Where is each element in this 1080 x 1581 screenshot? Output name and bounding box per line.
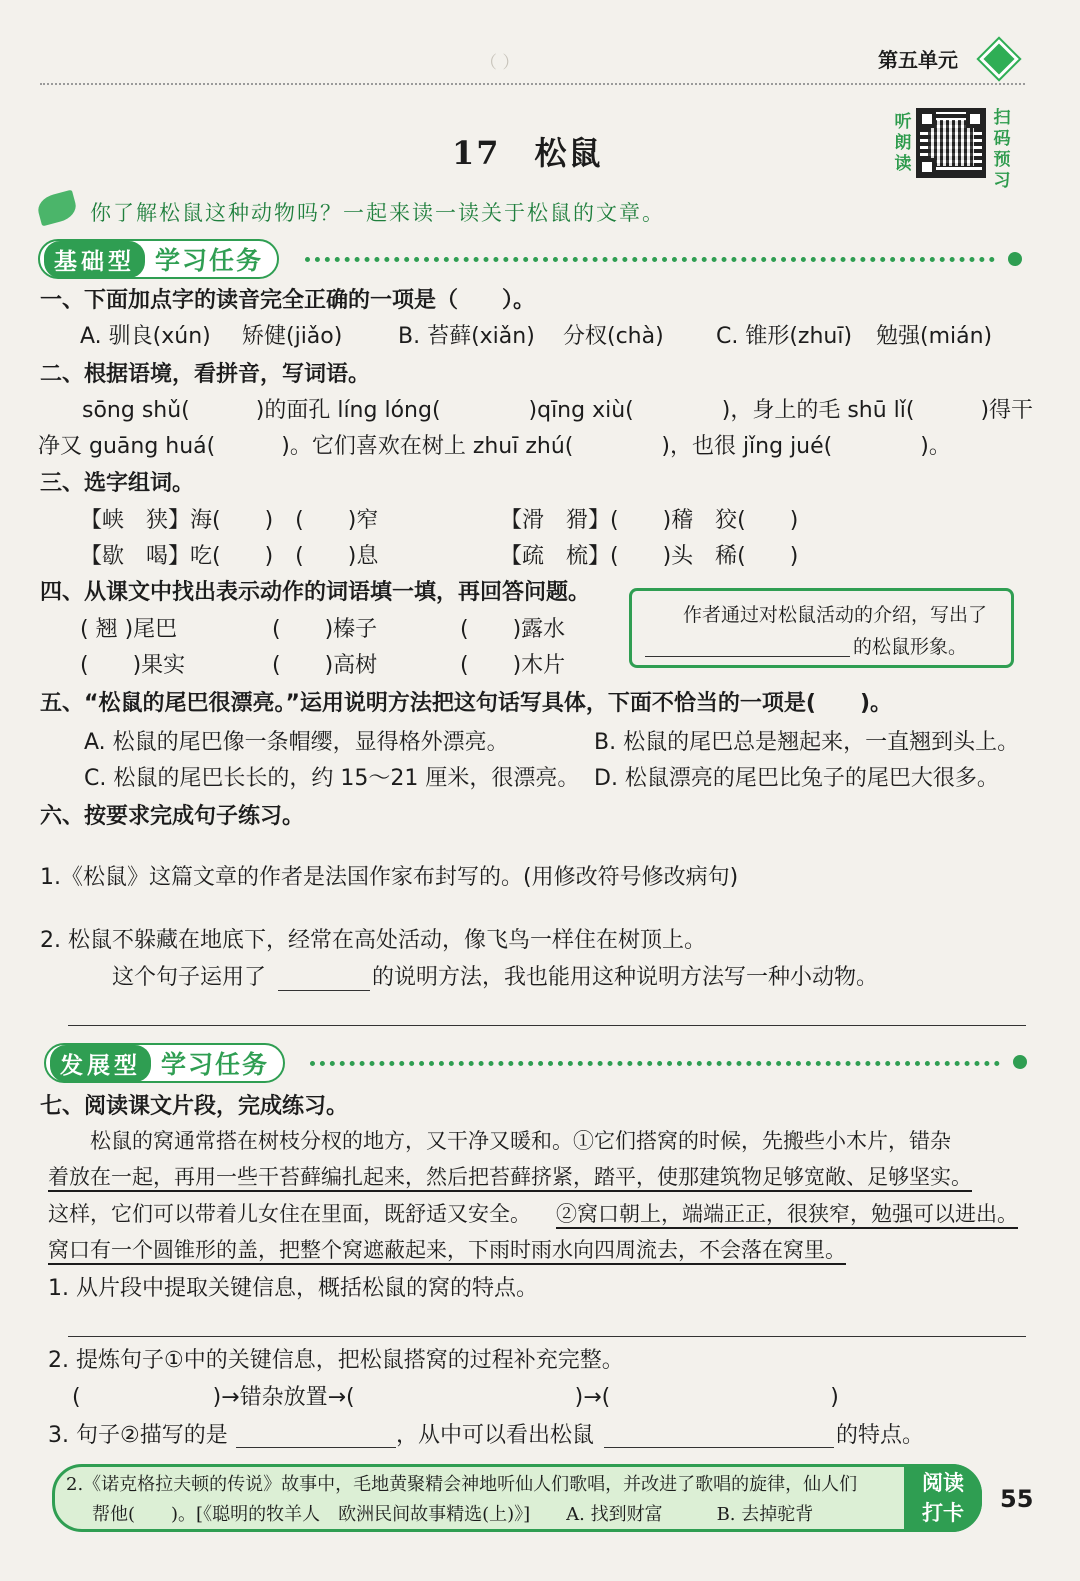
q2-stem: 二、根据语境，看拼音，写词语。 (40, 362, 371, 387)
q5-stem: 五、“松鼠的尾巴很漂亮。”运用说明方法把这句话写具体，下面不恰当的一项是( )。 (40, 691, 893, 716)
checkin-label-1: 阅读 (922, 1471, 964, 1495)
section-label: 学习任务 (161, 1050, 270, 1079)
q7-stem: 七、阅读课文片段，完成练习。 (40, 1094, 349, 1119)
qr-code-icon[interactable] (916, 108, 986, 178)
section-dotted-rule (305, 257, 995, 262)
q7-passage-line-3a: 这样，它们可以带着儿女住在里面，既舒适又安全。 (48, 1202, 531, 1226)
q5-option-a: A. 松鼠的尾巴像一条帽缨，显得格外漂亮。 (84, 730, 509, 755)
section-banner-advanced (44, 1043, 285, 1083)
q4-box-answer-line[interactable] (645, 656, 850, 657)
q6-s2-prefix: 这个句子运用了 (112, 965, 267, 990)
q7-s3-prefix: 3. 句子②描写的是 (48, 1423, 228, 1448)
q3-row1-right: 【滑 猾】( )稽 狡( ) (500, 508, 799, 533)
q6-s2-suffix: 的说明方法，我也能用这种说明方法写一种小动物。 (372, 965, 879, 990)
q6-answer-line[interactable] (68, 1025, 1026, 1026)
lesson-title: 17 松鼠 (452, 134, 603, 172)
diamond-icon (979, 39, 1019, 79)
q4-blank: ( 翘 )尾巴 (80, 617, 178, 642)
section-dotted-rule (310, 1061, 1000, 1066)
q7-passage-line-4: 窝口有一个圆锥形的盖，把整个窝遮蔽起来，下雨时雨水向四周流去，不会落在窝里。 (48, 1238, 846, 1262)
section-rule-end (1008, 252, 1022, 266)
footer-question-line-1: 2.《诺克格拉夫顿的传说》故事中，毛地黄聚精会神地听仙人们歌唱，并改进了歌唱的旋律，仙人们 (66, 1474, 858, 1495)
q5-option-d: D. 松鼠漂亮的尾巴比兔子的尾巴大很多。 (594, 766, 999, 791)
q3-row1-left: 【峡 狭】海( ) ( )窄 (80, 508, 379, 533)
q4-blank: ( )高树 (272, 653, 378, 678)
q7-s3-suffix: 的特点。 (836, 1423, 925, 1448)
q1-option-b1: B. 苔藓(xiǎn) (398, 324, 535, 349)
q1-stem: 一、下面加点字的读音完全正确的一项是（ ）。 (40, 288, 536, 313)
header-faint-text: （ ） (480, 53, 520, 73)
section-tag: 基础型 (44, 241, 145, 278)
page-number: 55 (1000, 1485, 1034, 1513)
q1-option-a1: A. 驯良(xún) (80, 324, 211, 349)
q7-subquestion-2: 2. 提炼句子①中的关键信息，把松鼠搭窝的过程补充完整。 (48, 1348, 624, 1373)
q6-sentence-1: 1.《松鼠》这篇文章的作者是法国作家布封写的。(用修改符号修改病句) (40, 865, 739, 890)
q6-s2-blank[interactable] (278, 990, 370, 991)
q7-subquestion-1: 1. 从片段中提取关键信息，概括松鼠的窝的特点。 (48, 1276, 538, 1301)
q7-passage-line-3b: ②窝口朝上，端端正正，很狭窄，勉强可以进出。 (556, 1202, 1018, 1226)
section-tag: 发展型 (50, 1045, 151, 1082)
q4-box-text-2: 的松鼠形象。 (853, 636, 968, 658)
q5-option-c: C. 松鼠的尾巴长长的，约 15～21 厘米，很漂亮。 (84, 766, 580, 791)
q7-passage-line-2: 着放在一起，再用一些干苔藓编扎起来，然后把苔藓挤紧，踏平，使那建筑物足够宽敞、足够坚实。 (48, 1165, 972, 1189)
header-divider (40, 83, 1025, 85)
intro-text: 你了解松鼠这种动物吗？一起来读一读关于松鼠的文章。 (90, 201, 665, 225)
q6-sentence-2: 2. 松鼠不躲藏在地底下，经常在高处活动，像飞鸟一样住在树顶上。 (40, 928, 706, 953)
listen-read-label: 听朗读 (894, 112, 912, 174)
q4-blank: ( )露水 (460, 617, 566, 642)
q4-box-text-1: 作者通过对松鼠活动的介绍，写出了 (683, 604, 988, 626)
section-label: 学习任务 (155, 246, 264, 275)
q1-option-a2: 矫健(jiǎo) (242, 324, 343, 349)
q4-blank: ( )果实 (80, 653, 186, 678)
q1-option-c1: C. 锥形(zhuī) (716, 324, 853, 349)
q2-line-2: 净又 guāng huá( )。它们喜欢在树上 zhuī zhú( )，也很 jǐng jué( )。 (38, 434, 951, 459)
section-rule-end (1013, 1055, 1027, 1069)
q7-s3-blank-1[interactable] (236, 1447, 396, 1448)
q7-s2-flow: ( )→错杂放置→( )→( ) (72, 1385, 839, 1410)
q1-option-c2: 勉强(mián) (876, 324, 993, 349)
q2-line-1: sōng shǔ( )的面孔 líng lóng( )qīng xiù( )，身上的毛 shū lǐ( )得干 (82, 398, 1034, 423)
scan-preview-label: 扫码预习 (993, 108, 1011, 191)
leaf-icon (35, 190, 79, 227)
q4-blank: ( )榛子 (272, 617, 378, 642)
q3-row2-right: 【疏 梳】( )头 稀( ) (500, 544, 799, 569)
q3-row2-left: 【歇 喝】吃( ) ( )息 (80, 544, 379, 569)
q7-passage-line-1: 松鼠的窝通常搭在树枝分杈的地方，又干净又暖和。①它们搭窝的时候，先搬些小木片，错杂 (90, 1129, 951, 1153)
q5-option-b: B. 松鼠的尾巴总是翘起来，一直翘到头上。 (594, 730, 1020, 755)
q3-stem: 三、选字组词。 (40, 471, 195, 496)
reading-checkin-button[interactable] (904, 1464, 982, 1532)
q1-option-b2: 分杈(chà) (563, 324, 664, 349)
q7-s3-blank-2[interactable] (604, 1447, 834, 1448)
q4-blank: ( )木片 (460, 653, 566, 678)
q4-stem: 四、从课文中找出表示动作的词语填一填，再回答问题。 (40, 580, 591, 605)
q7-s3-middle: ，从中可以看出松鼠 (396, 1423, 595, 1448)
section-banner-basic (38, 239, 279, 279)
checkin-label-2: 打卡 (922, 1501, 964, 1525)
footer-question-line-2: 帮他( )。[《聪明的牧羊人 欧洲民间故事精选(上)》] A. 找到财富 B. 去掉驼背 (92, 1504, 814, 1525)
q7-s1-answer-line[interactable] (68, 1336, 1026, 1337)
q6-stem: 六、按要求完成句子练习。 (40, 804, 305, 829)
unit-label: 第五单元 (878, 48, 958, 72)
